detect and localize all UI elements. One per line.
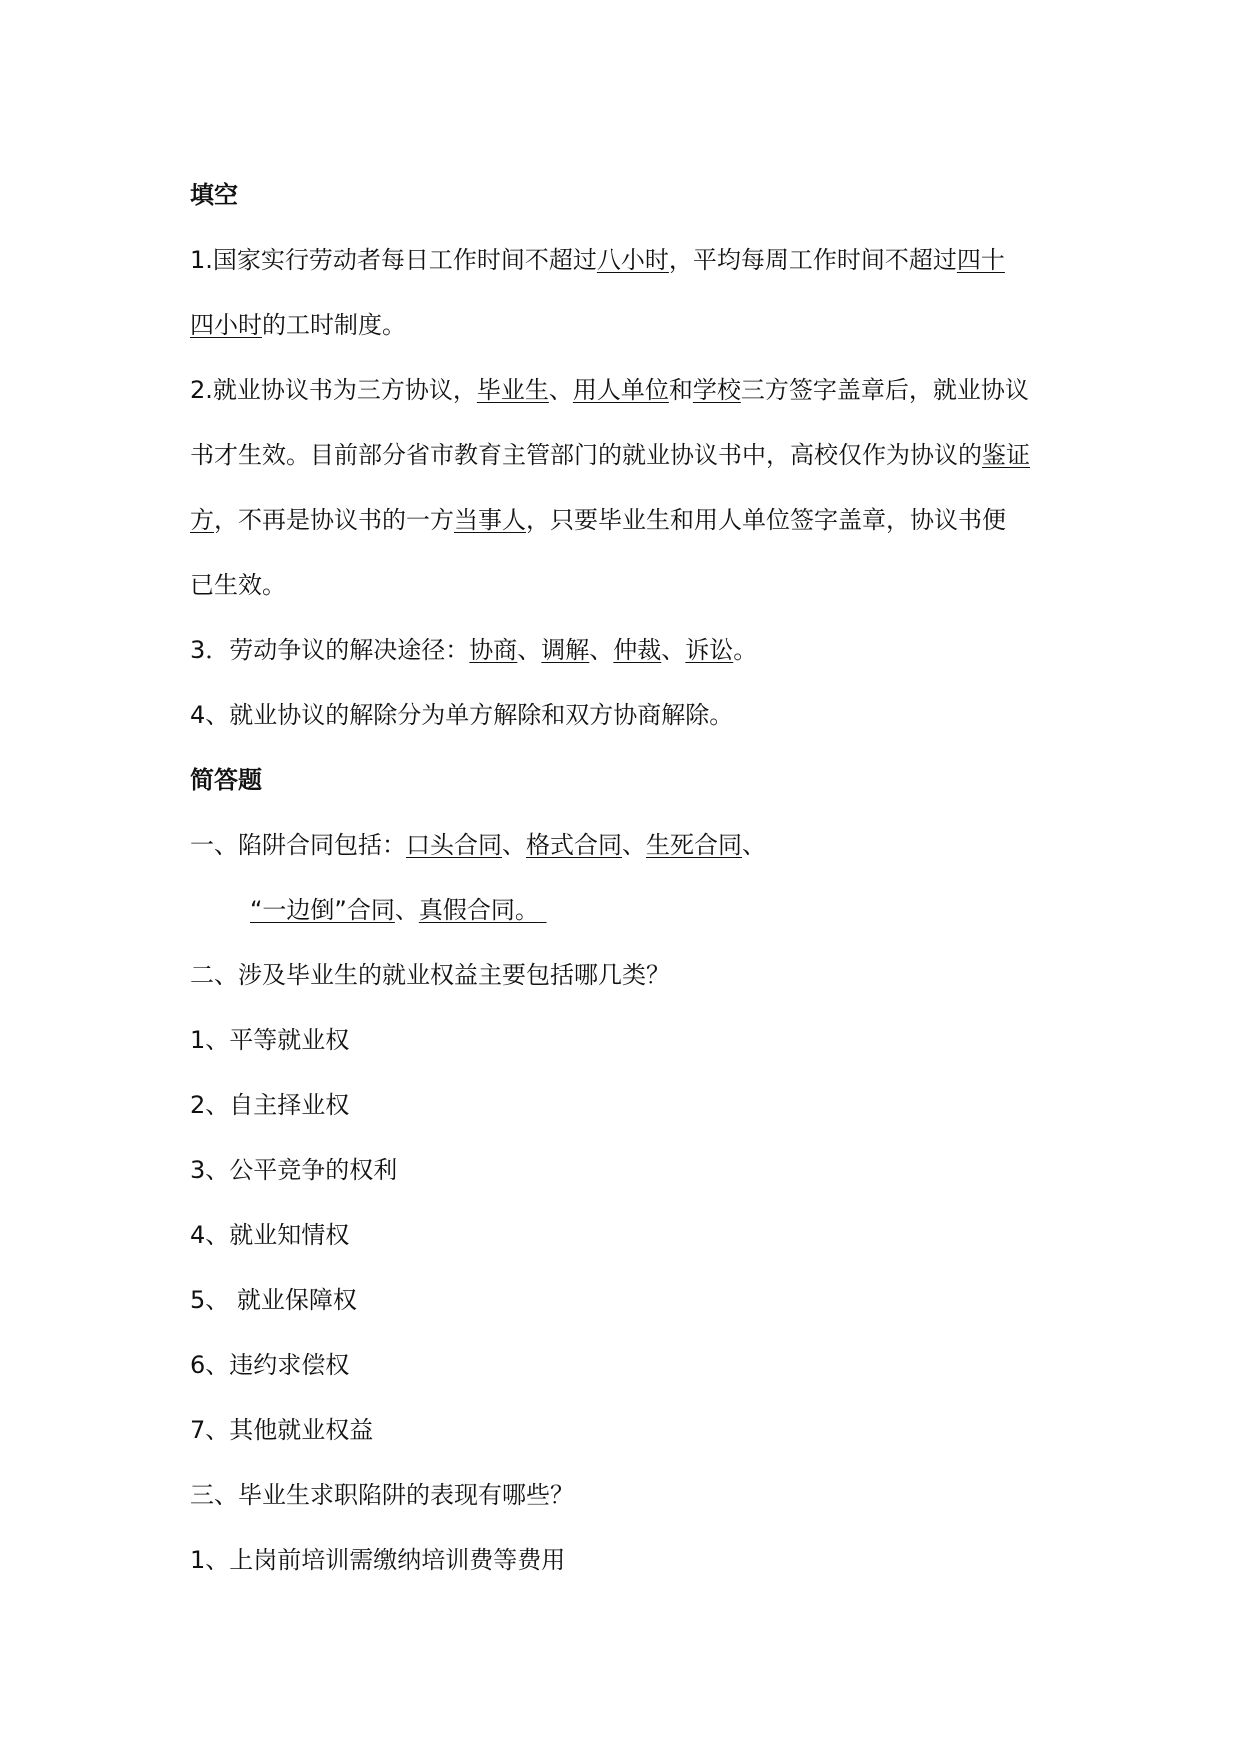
q1-text: 1.国家实行劳动者每日工作时间不超过 <box>190 246 597 274</box>
q3-answer: 诉讼 <box>685 636 734 664</box>
list-item: 7、其他就业权益 <box>190 1416 374 1444</box>
list-item: 2、自主择业权 <box>190 1091 350 1119</box>
q2-text: ，只要毕业生和用人单位签字盖章，协议书便 <box>526 506 1006 534</box>
question-2-line-3 <box>190 505 1006 535</box>
list-item: 1、上岗前培训需缴纳培训费等费用 <box>190 1546 566 1574</box>
question-2-line-2 <box>190 440 1030 470</box>
q2-text: ，不再是协议书的一方 <box>214 506 454 534</box>
q3-answer: 调解 <box>541 636 590 664</box>
s1-text: 、 <box>742 831 766 859</box>
q2-text: 、 <box>548 376 573 404</box>
list-item: 6、违约求偿权 <box>190 1351 350 1379</box>
list-item: 3、公平竞争的权利 <box>190 1156 398 1184</box>
section-heading-fill: 填空 <box>190 181 238 209</box>
question-2-line-1 <box>190 375 1029 405</box>
q3-text: 、 <box>589 636 614 664</box>
short-answer-1-line-2 <box>250 895 547 925</box>
question-2-line-4: 已生效。 <box>190 571 286 599</box>
q2-text: 书才生效。目前部分省市教育主管部门的就业协议书中，高校仅作为协议的 <box>190 441 982 469</box>
question-1-line-2 <box>190 310 406 340</box>
q2-answer: 当事人 <box>454 506 526 534</box>
question-4: 4、就业协议的解除分为单方解除和双方协商解除。 <box>190 701 734 729</box>
list-item: 1、平等就业权 <box>190 1026 350 1054</box>
short-answer-1-line-1 <box>190 830 766 860</box>
s1-text: 一、陷阱合同包括： <box>190 831 406 859</box>
q1-text: ，平均每周工作时间不超过 <box>668 246 957 274</box>
q2-answer: 学校 <box>692 376 741 404</box>
short-answer-3-title: 三、毕业生求职陷阱的表现有哪些？ <box>190 1481 574 1509</box>
q1-answer: 八小时 <box>596 246 669 274</box>
q1-answer: 四小时 <box>190 311 262 339</box>
q2-text: 2.就业协议书为三方协议， <box>190 376 477 404</box>
question-3 <box>190 635 757 665</box>
question-1-line-1 <box>190 245 1005 275</box>
section-heading-short-answer: 简答题 <box>190 766 262 794</box>
q2-text: 三方签字盖章后，就业协议 <box>740 376 1029 404</box>
s1-answer: 口头合同 <box>406 831 502 859</box>
q2-answer: 鉴证 <box>982 441 1030 469</box>
s1-answer: 生死合同 <box>646 831 742 859</box>
q3-answer: 仲裁 <box>613 636 662 664</box>
q3-text: 3．劳动争议的解决途径： <box>190 636 470 664</box>
q2-answer: 毕业生 <box>476 376 549 404</box>
list-item: 4、就业知情权 <box>190 1221 350 1249</box>
q3-text: 、 <box>517 636 542 664</box>
q2-text: 和 <box>668 376 693 404</box>
s1-text: 、 <box>502 831 526 859</box>
s1-answer: “一边倒”合同 <box>250 896 395 924</box>
q1-answer: 四十 <box>956 246 1005 274</box>
q2-answer: 方 <box>190 506 214 534</box>
q3-text: 。 <box>733 636 758 664</box>
q2-answer: 用人单位 <box>572 376 669 404</box>
s1-underline-trail <box>539 896 547 924</box>
s1-text: 、 <box>394 896 419 924</box>
s1-text: 、 <box>622 831 646 859</box>
s1-answer: 真假合同。 <box>418 896 539 924</box>
list-item: 5、 就业保障权 <box>190 1286 357 1314</box>
s1-answer: 格式合同 <box>526 831 622 859</box>
q1-text: 的工时制度。 <box>262 311 406 339</box>
q3-answer: 协商 <box>469 636 518 664</box>
short-answer-2-title: 二、涉及毕业生的就业权益主要包括哪几类？ <box>190 961 670 989</box>
q3-text: 、 <box>661 636 686 664</box>
